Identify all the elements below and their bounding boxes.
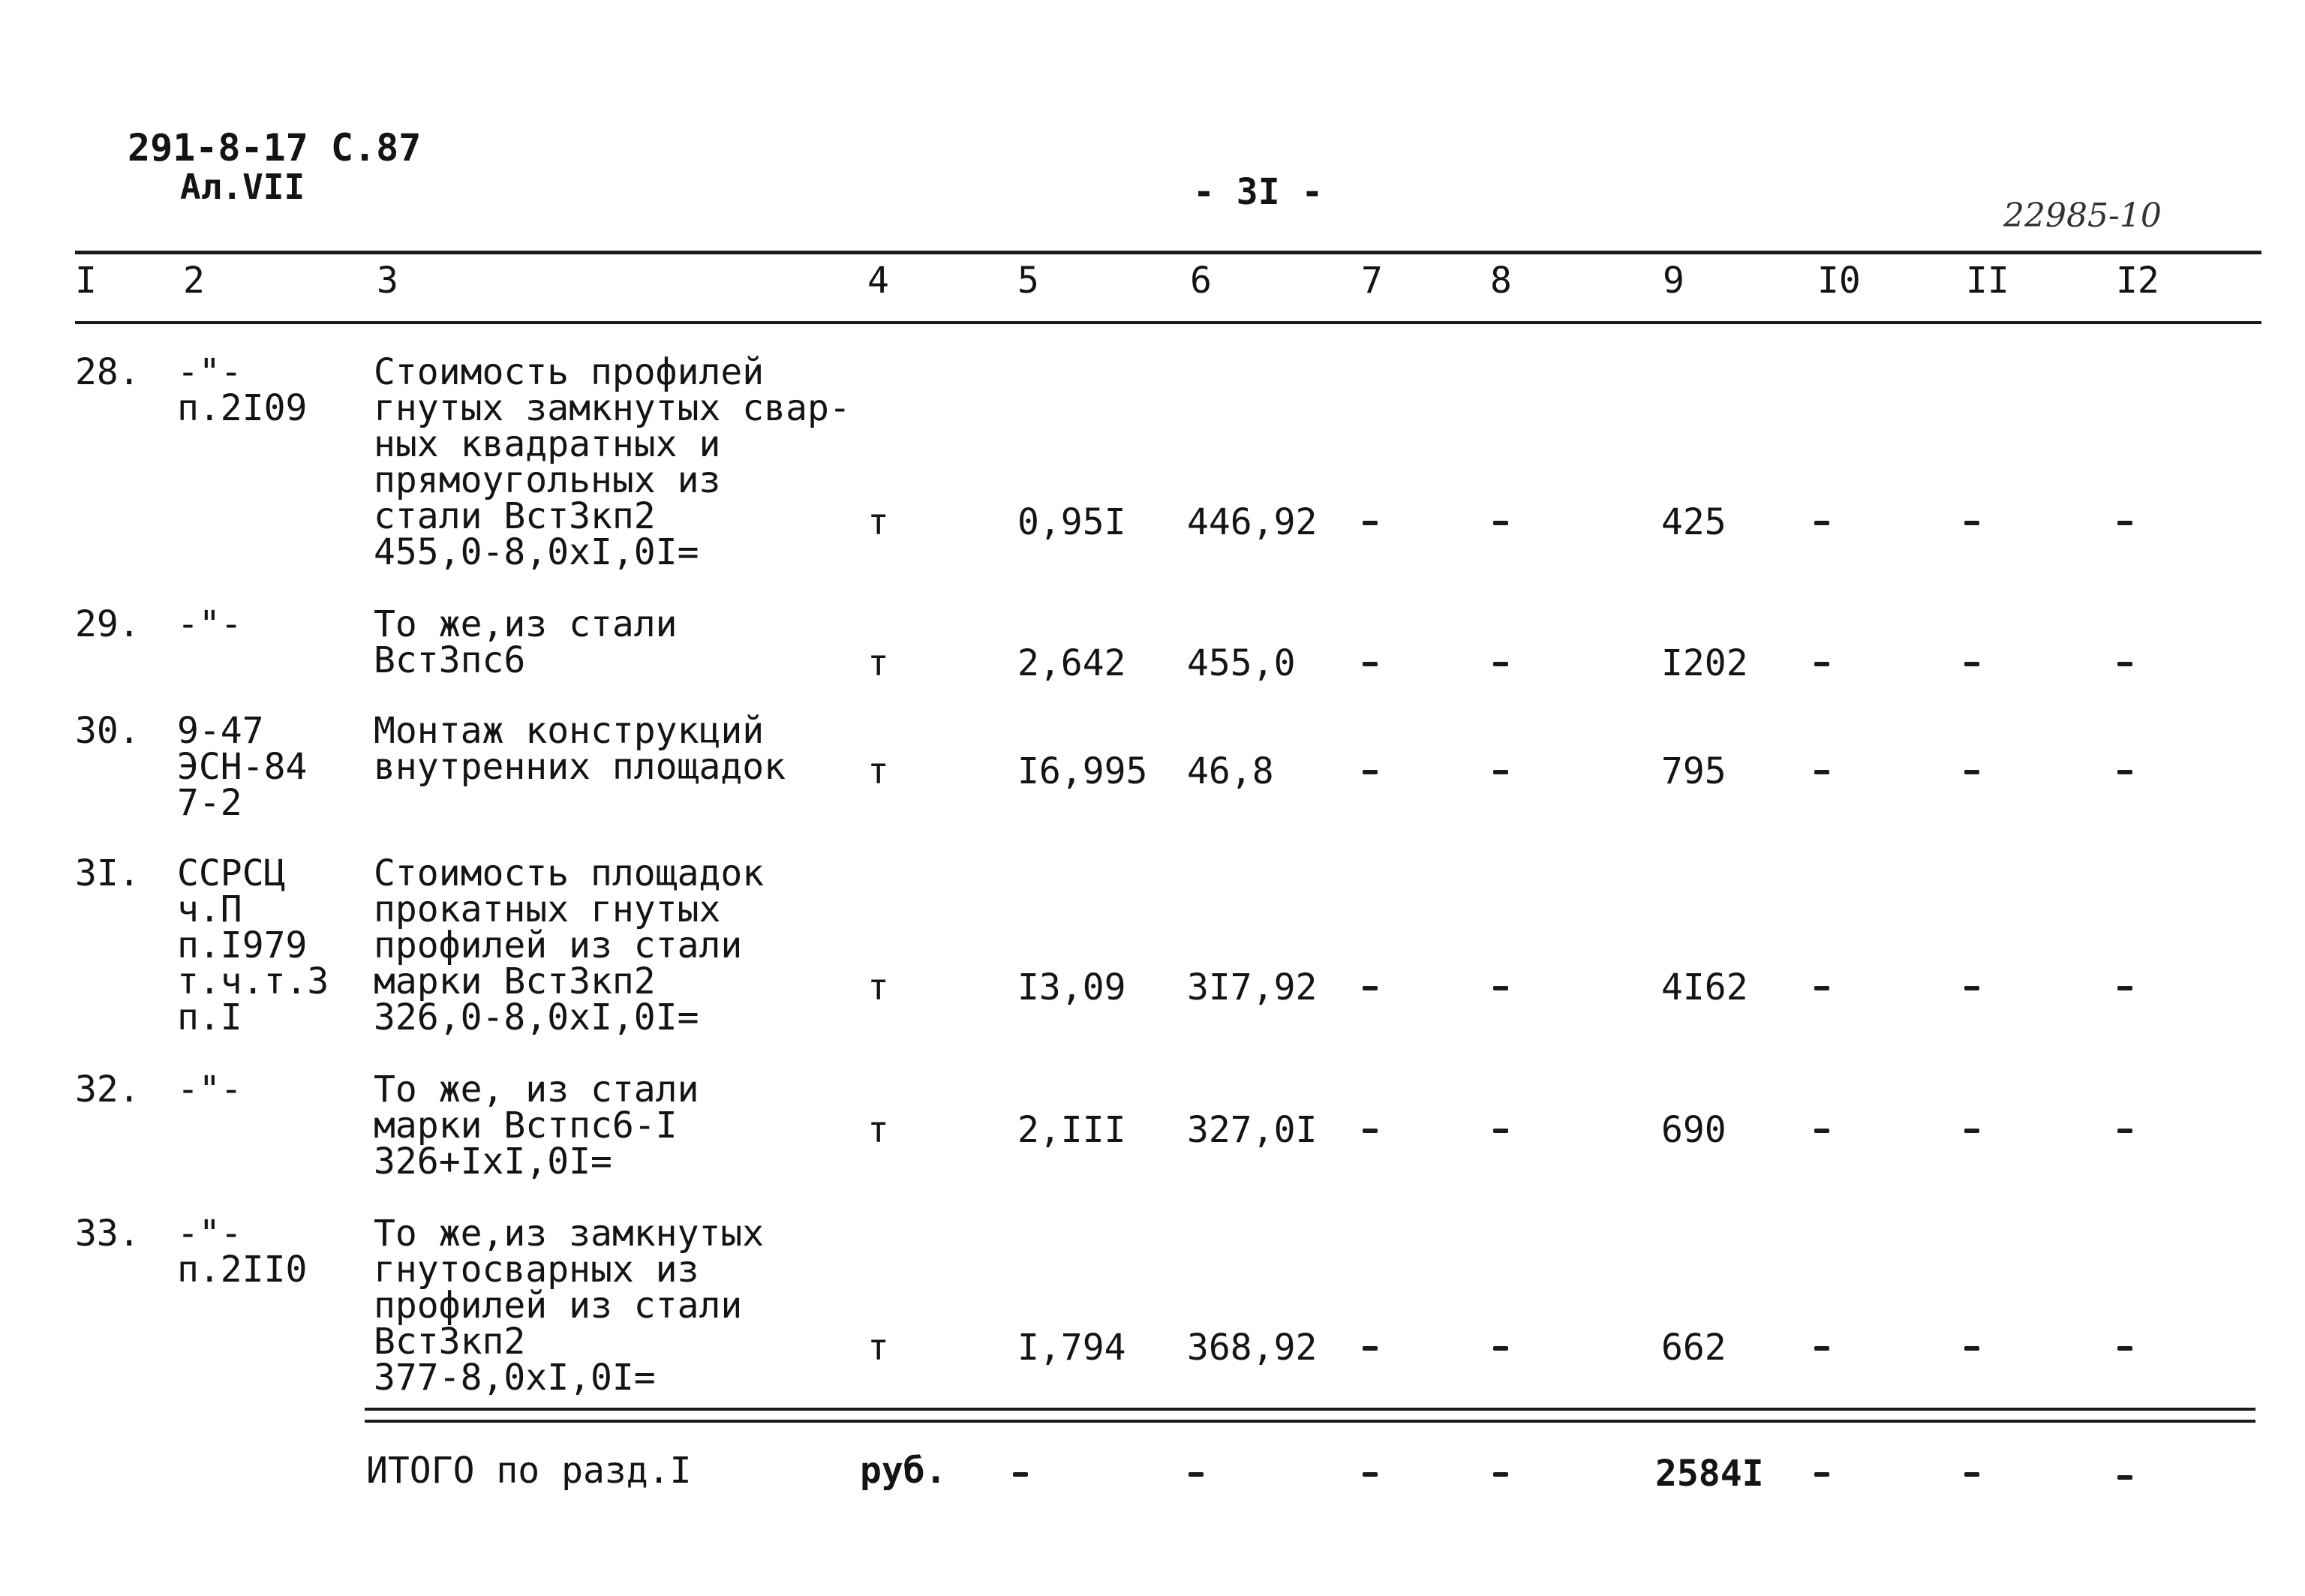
unit: т xyxy=(867,1109,889,1151)
quantity: I,794 xyxy=(1017,1327,1126,1369)
empty-cell-dash xyxy=(1964,770,1979,774)
empty-cell-dash xyxy=(1493,1472,1508,1477)
page-number: - 3I - xyxy=(1193,171,1324,213)
inventory-number: 22985-10 xyxy=(2003,197,2162,235)
unit: т xyxy=(867,1327,889,1369)
empty-cell-dash xyxy=(2117,1346,2132,1351)
column-header: I2 xyxy=(2116,260,2159,302)
empty-cell-dash xyxy=(1363,1346,1378,1351)
empty-cell-dash xyxy=(1363,770,1378,774)
item-description: Монтаж конструкций внутренних площадок xyxy=(374,710,786,788)
empty-cell-dash xyxy=(1814,1472,1829,1477)
row-number: 29. xyxy=(75,603,140,645)
column-header: I xyxy=(75,260,97,302)
empty-cell-dash xyxy=(2117,521,2132,525)
empty-cell-dash xyxy=(1493,986,1508,990)
empty-cell-dash xyxy=(2117,1129,2132,1133)
empty-cell-dash xyxy=(1493,1346,1508,1351)
empty-cell-dash xyxy=(1814,1346,1829,1351)
document-code: 291-8-17 C.87 xyxy=(128,126,422,170)
empty-cell-dash xyxy=(2117,986,2132,990)
empty-cell-dash xyxy=(1964,1346,1979,1351)
summary-unit: руб. xyxy=(860,1450,947,1492)
unit: т xyxy=(867,966,889,1008)
empty-cell-dash xyxy=(1493,1129,1508,1133)
unit-price: 455,0 xyxy=(1187,642,1296,684)
row-number: 3I. xyxy=(75,852,140,894)
quantity: 2,642 xyxy=(1017,642,1126,684)
empty-cell-dash xyxy=(1964,986,1979,990)
reference-code: ССРСЦ ч.П п.I979 т.ч.т.3 п.I xyxy=(177,852,329,1038)
total-cost: 690 xyxy=(1661,1109,1726,1151)
summary-rule-1 xyxy=(365,1408,2255,1411)
empty-cell-dash xyxy=(1814,662,1829,666)
quantity: I6,995 xyxy=(1017,750,1148,792)
total-cost: I202 xyxy=(1661,642,1748,684)
empty-cell-dash xyxy=(1814,986,1829,990)
reference-code: 9-47 ЭСН-84 7-2 xyxy=(177,710,308,824)
empty-cell-dash xyxy=(1814,770,1829,774)
empty-cell-dash xyxy=(1964,1129,1979,1133)
reference-code: -"- xyxy=(177,603,242,645)
column-header: 6 xyxy=(1190,260,1212,302)
item-description: Стоимость профилей гнутых замкнутых свар- ных квадратных и прямоугольных из стали ВстЗкп2 455,0-8,0хI,0I= xyxy=(374,351,851,573)
summary-label: ИТОГО по разд.I xyxy=(366,1450,692,1492)
unit-price: 46,8 xyxy=(1187,750,1274,792)
column-header: 3 xyxy=(377,260,398,302)
column-header: 9 xyxy=(1663,260,1684,302)
total-cost: 4I62 xyxy=(1661,966,1748,1008)
column-header: 7 xyxy=(1361,260,1383,302)
row-number: 32. xyxy=(75,1069,140,1111)
empty-cell-dash xyxy=(1013,1472,1028,1477)
empty-cell-dash xyxy=(1964,1472,1979,1477)
quantity: I3,09 xyxy=(1017,966,1126,1008)
empty-cell-dash xyxy=(1189,1472,1204,1477)
total-cost: 425 xyxy=(1661,501,1726,543)
column-header: 5 xyxy=(1017,260,1039,302)
row-number: 30. xyxy=(75,710,140,752)
empty-cell-dash xyxy=(1964,662,1979,666)
column-header: 2 xyxy=(183,260,205,302)
empty-cell-dash xyxy=(2117,662,2132,666)
empty-cell-dash xyxy=(2117,1475,2132,1480)
reference-code: -"- п.2I09 xyxy=(177,351,308,429)
unit: т xyxy=(867,642,889,684)
empty-cell-dash xyxy=(1363,521,1378,525)
total-cost: 795 xyxy=(1661,750,1726,792)
empty-cell-dash xyxy=(1493,662,1508,666)
empty-cell-dash xyxy=(1493,521,1508,525)
header-bottom-rule xyxy=(75,321,2261,324)
unit: т xyxy=(867,501,889,543)
album-label: Ал.VII xyxy=(180,167,305,207)
item-description: То же, из стали марки Встпс6-I 326+IxI,0I= xyxy=(374,1069,699,1183)
summary-total: 2584I xyxy=(1655,1453,1764,1495)
empty-cell-dash xyxy=(1363,662,1378,666)
reference-code: -"- xyxy=(177,1069,242,1111)
unit-price: 446,92 xyxy=(1187,501,1318,543)
column-header: 8 xyxy=(1490,260,1512,302)
total-cost: 662 xyxy=(1661,1327,1726,1369)
unit-price: 327,0I xyxy=(1187,1109,1318,1151)
empty-cell-dash xyxy=(1363,986,1378,990)
quantity: 0,95I xyxy=(1017,501,1126,543)
column-header: I0 xyxy=(1817,260,1861,302)
row-number: 28. xyxy=(75,351,140,393)
unit: т xyxy=(867,750,889,792)
unit-price: 3I7,92 xyxy=(1187,966,1318,1008)
empty-cell-dash xyxy=(1964,521,1979,525)
empty-cell-dash xyxy=(1493,770,1508,774)
item-description: То же,из замкнутых гнутосварных из профилей из стали ВстЗкп2 377-8,0хI,0I= xyxy=(374,1213,765,1399)
item-description: Стоимость площадок прокатных гнутых профилей из стали марки ВстЗкп2 326,0-8,0хI,0I= xyxy=(374,852,765,1038)
empty-cell-dash xyxy=(1814,521,1829,525)
column-header: 4 xyxy=(867,260,889,302)
empty-cell-dash xyxy=(1814,1129,1829,1133)
unit-price: 368,92 xyxy=(1187,1327,1318,1369)
quantity: 2,III xyxy=(1017,1109,1126,1151)
column-header: II xyxy=(1966,260,2009,302)
summary-rule-2 xyxy=(365,1420,2255,1423)
empty-cell-dash xyxy=(1363,1129,1378,1133)
reference-code: -"- п.2II0 xyxy=(177,1213,308,1291)
table-top-rule xyxy=(75,251,2261,254)
empty-cell-dash xyxy=(2117,770,2132,774)
empty-cell-dash xyxy=(1363,1472,1378,1477)
item-description: То же,из стали ВстЗпс6 xyxy=(374,603,678,681)
row-number: 33. xyxy=(75,1213,140,1255)
